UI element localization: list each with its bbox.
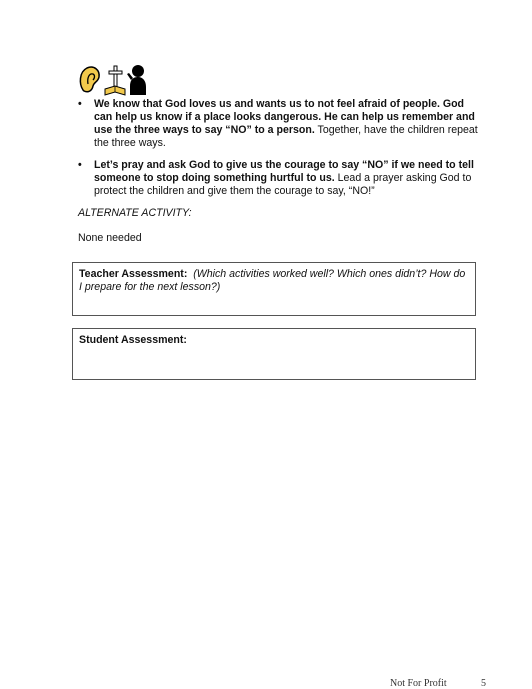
- teacher-assessment-label: Teacher Assessment:: [79, 268, 188, 280]
- bullet-list: [78, 98, 478, 207]
- bullet-normal-text: Together, have the children repeat the three ways.: [94, 124, 478, 149]
- student-assessment-box[interactable]: [72, 328, 476, 380]
- student-assessment-label: Student Assessment:: [79, 334, 187, 346]
- alternate-activity-text: None needed: [78, 232, 142, 244]
- footer-text: Not For Profit: [390, 678, 447, 689]
- bullet-bold-text: We know that God loves us and wants us to not feel afraid of people. God can help us know if a place looks dangerous. He can help us remember and use the three ways to say “NO” to a person.: [94, 98, 475, 136]
- bullet-marker: •: [78, 98, 82, 110]
- bullet-bold-text: Let’s pray and ask God to give us the courage to say “NO” if we need to tell someone to stop doing something hurtful to us.: [94, 159, 474, 184]
- ear-icon: [80, 67, 99, 92]
- alternate-activity-heading: ALTERNATE ACTIVITY:: [78, 207, 192, 219]
- bullet-item: [78, 159, 478, 198]
- bullet-item: [78, 98, 478, 150]
- praying-child-icon: [127, 65, 146, 95]
- bullet-marker: •: [78, 159, 82, 171]
- bullet-normal-text: Lead a prayer asking God to protect the children and give them the courage to say, “NO!”: [94, 172, 472, 197]
- cross-bible-icon: [105, 66, 125, 95]
- page-number: 5: [481, 678, 486, 689]
- teacher-assessment-box[interactable]: [72, 262, 476, 316]
- lesson-icons-graphic: [78, 62, 148, 98]
- teacher-assessment-prompt: (Which activities worked well? Which ones didn’t? How do I prepare for the next lesson?): [79, 268, 466, 293]
- lesson-icons: [78, 62, 148, 98]
